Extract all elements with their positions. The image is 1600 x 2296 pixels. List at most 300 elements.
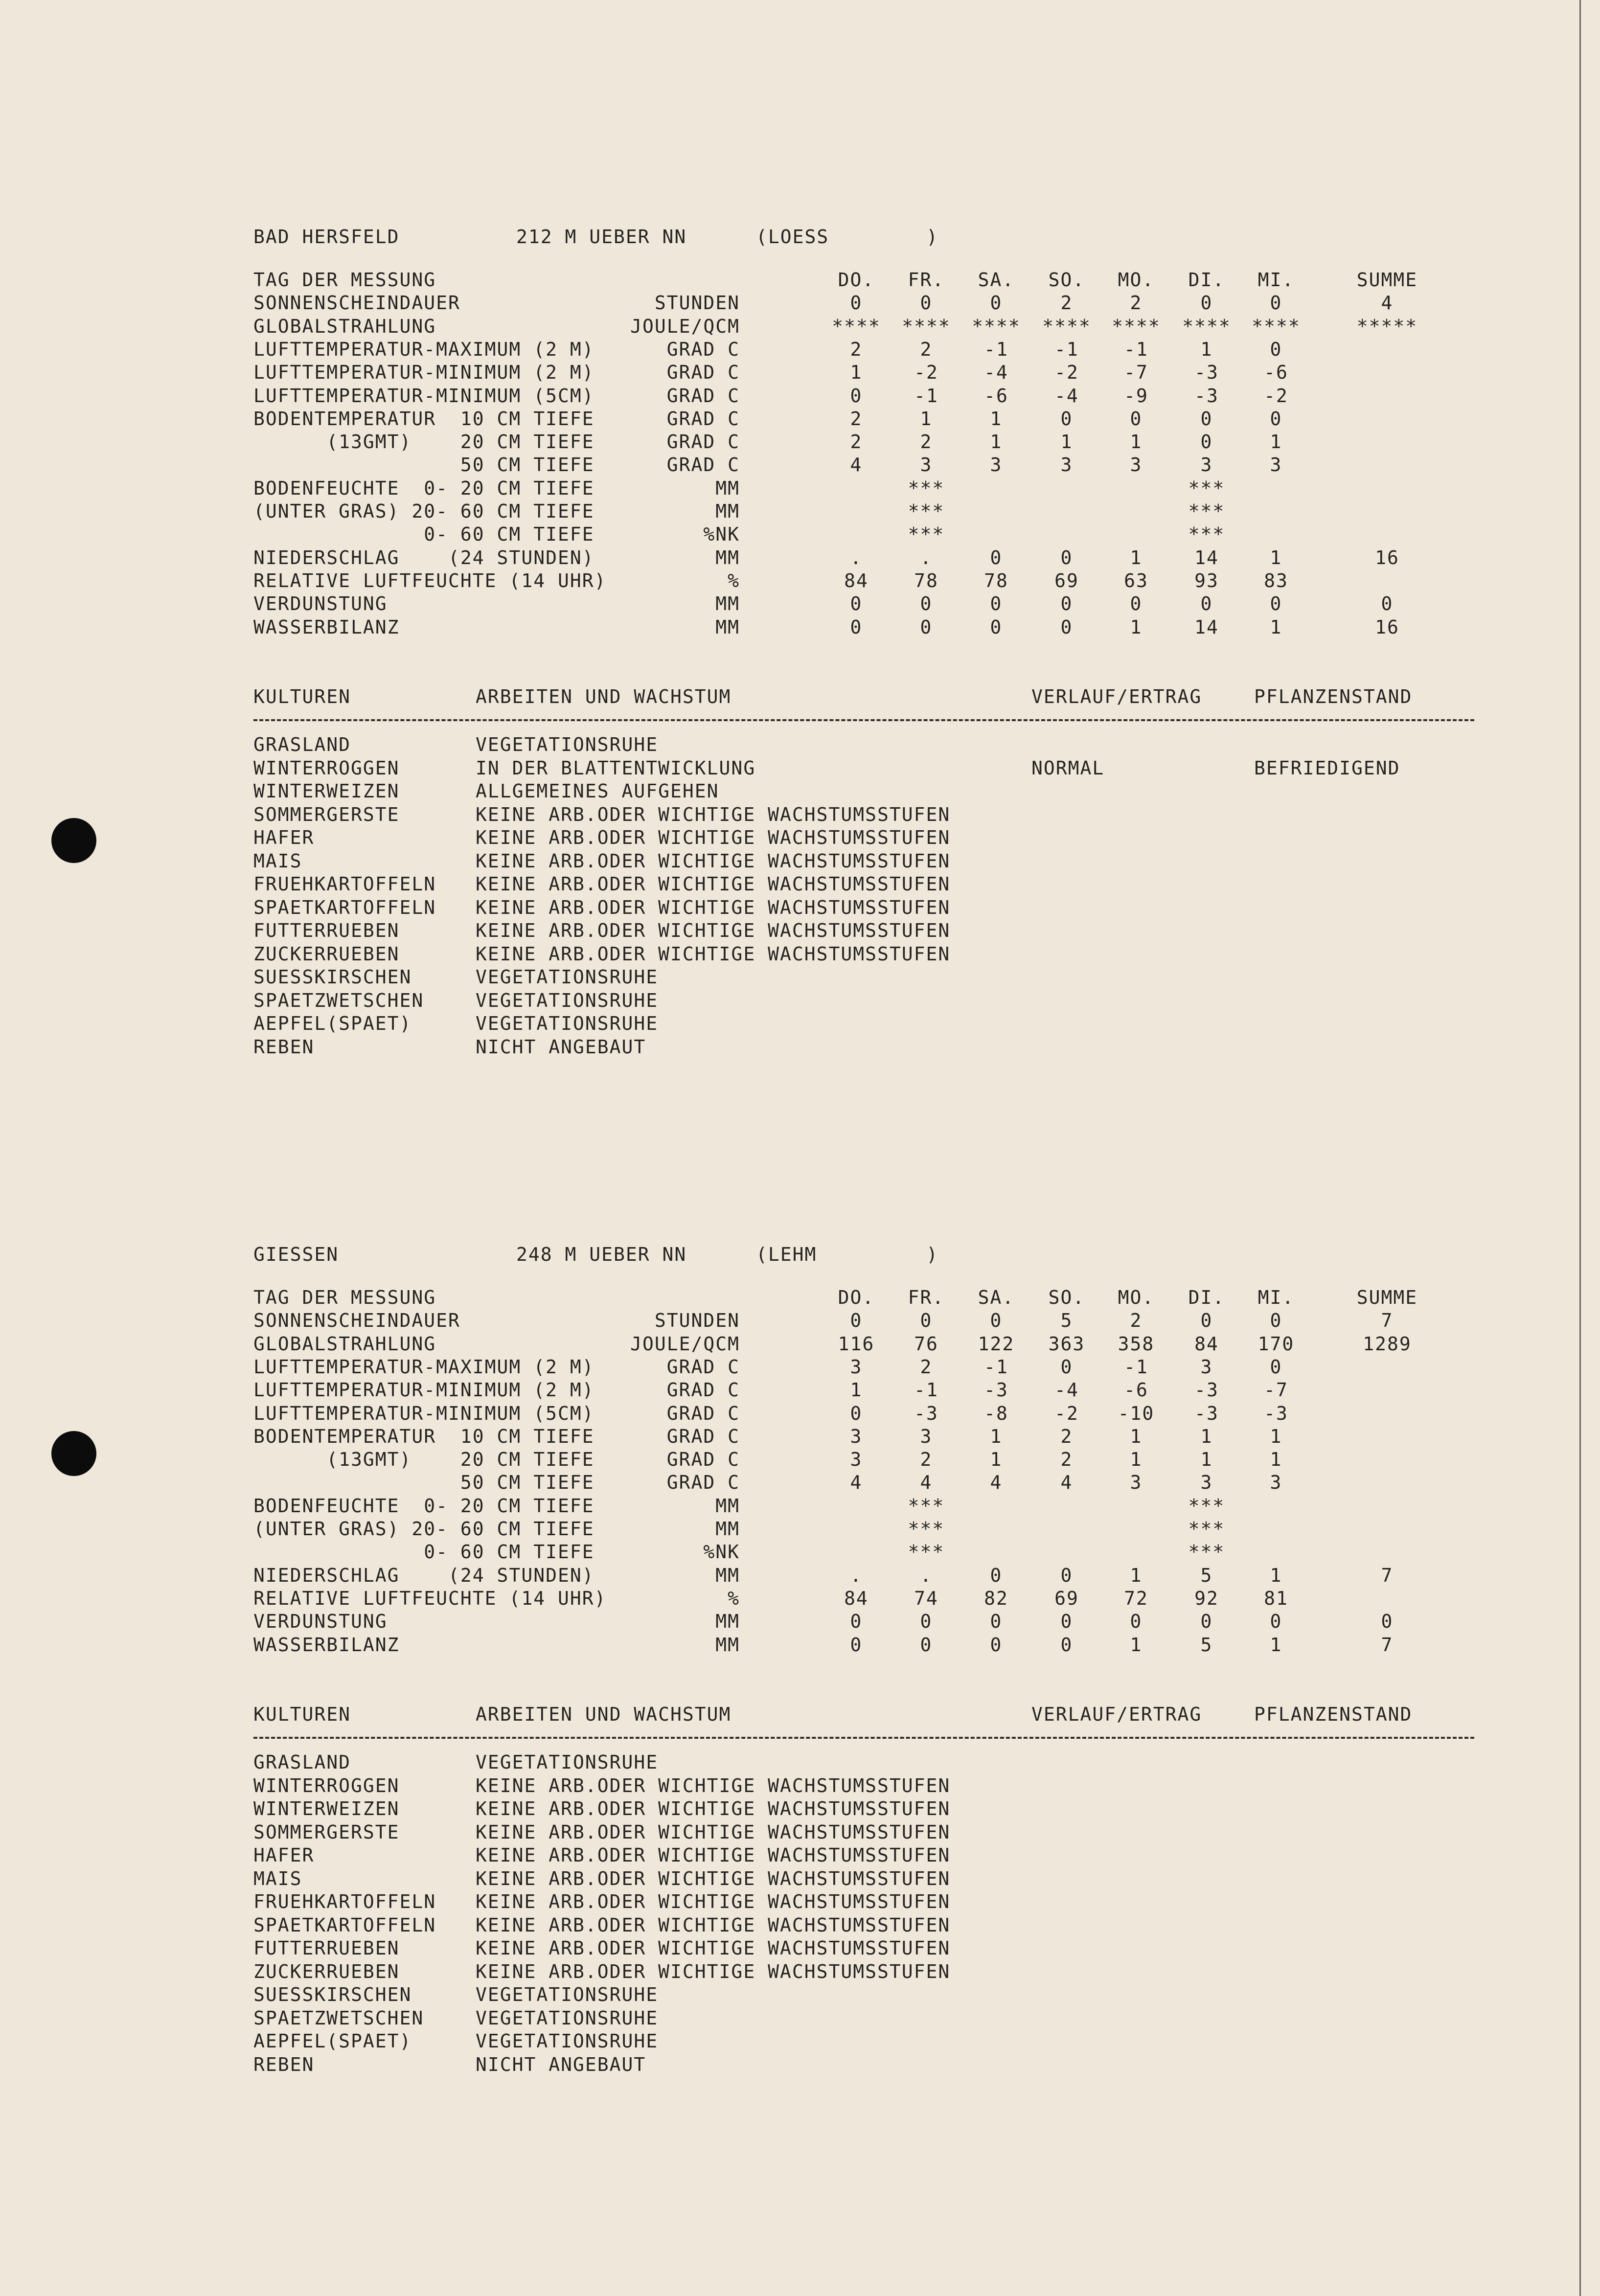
measurement-unit: GRAD C (666, 1402, 740, 1424)
measurement-value: -7 (1124, 362, 1148, 384)
measurement-value: . (920, 1564, 933, 1586)
crop-work: VEGETATIONSRUHE (476, 2030, 659, 2052)
crop-name: WINTERROGGEN (253, 1774, 400, 1796)
measurement-label: SONNENSCHEINDAUER (253, 292, 460, 314)
measurement-value: 1 (990, 1425, 1003, 1447)
measurement-value: 1 (920, 408, 933, 430)
measurement-header-label: TAG DER MESSUNG (253, 269, 436, 291)
measurement-label: WASSERBILANZ (253, 616, 400, 638)
measurement-value: -1 (984, 338, 1008, 360)
measurement-value: 0 (1270, 593, 1282, 615)
measurement-value (824, 1494, 888, 1518)
measurement-value (824, 477, 888, 500)
measurement-value: **** (832, 315, 881, 337)
measurement-value (1035, 523, 1098, 546)
measurement-label: 0- 60 CM TIEFE (253, 523, 594, 546)
measurement-value (964, 1517, 1028, 1541)
measurement-value: 0 (1060, 616, 1073, 638)
measurement-header-label: TAG DER MESSUNG (253, 1287, 436, 1308)
measurement-value: 0 (920, 292, 933, 314)
measurement-value: 0 (1130, 1611, 1143, 1633)
dashed-divider (253, 719, 1474, 721)
measurement-unit: GRAD C (666, 1425, 740, 1447)
crop-work: KEINE ARB.ODER WICHTIGE WACHSTUMSSTUFEN (476, 827, 951, 848)
measurement-value: 0 (920, 616, 933, 638)
measurement-value: 0 (1060, 546, 1073, 568)
measurement-value: 0 (1060, 1611, 1073, 1633)
measurement-value: 0 (990, 1634, 1003, 1656)
measurement-value: 1 (850, 1379, 863, 1401)
measurement-label: NIEDERSCHLAG (24 STUNDEN) (253, 1564, 594, 1586)
measurement-unit: GRAD C (666, 338, 740, 360)
measurement-value (1244, 500, 1308, 523)
measurement-value (1035, 477, 1098, 500)
measurement-value: 3 (920, 1425, 933, 1447)
measurement-value: 3 (1270, 1472, 1282, 1494)
measurement-value: 0 (1060, 593, 1073, 615)
measurement-value: 1 (1270, 1634, 1282, 1656)
crop-work: KEINE ARB.ODER WICHTIGE WACHSTUMSSTUFEN (476, 1821, 951, 1843)
crop-name: HAFER (253, 827, 315, 848)
measurement-label: LUFTTEMPERATUR-MAXIMUM (2 M) (253, 338, 594, 360)
measurement-label: GLOBALSTRAHLUNG (253, 1333, 436, 1355)
measurement-sum: 16 (1375, 616, 1399, 638)
crop-yield: NORMAL (1031, 757, 1105, 779)
measurement-value: 0 (990, 1611, 1003, 1633)
measurement-value: **** (902, 315, 951, 337)
measurement-value: 0 (1060, 408, 1073, 430)
measurement-value (1244, 523, 1308, 546)
measurement-value: *** (1188, 1495, 1225, 1517)
measurement-value: 0 (990, 1564, 1003, 1586)
measurement-value: 1 (1270, 616, 1282, 638)
measurement-value: 1 (1270, 1449, 1282, 1471)
measurement-value: -3 (1194, 362, 1219, 384)
measurement-value: 0 (850, 1634, 863, 1656)
measurement-value: 1 (1200, 1425, 1213, 1447)
crop-work: NICHT ANGEBAUT (476, 1036, 646, 1058)
measurement-value: 2 (920, 1356, 933, 1378)
measurement-value: 358 (1118, 1333, 1155, 1355)
measurement-value: 0 (1200, 292, 1213, 314)
measurement-value: 84 (844, 1587, 869, 1609)
measurement-value: 3 (920, 454, 933, 476)
crop-name: GRASLAND (253, 1751, 351, 1773)
measurement-label: GLOBALSTRAHLUNG (253, 315, 436, 337)
measurement-sum: 7 (1381, 1564, 1394, 1586)
measurement-label: LUFTTEMPERATUR-MINIMUM (2 M) (253, 362, 594, 384)
crop-name: GRASLAND (253, 734, 351, 755)
measurement-value: 0 (1270, 408, 1282, 430)
measurement-value: 0 (1200, 1611, 1213, 1633)
measurement-label: (13GMT) 20 CM TIEFE (253, 1449, 594, 1471)
measurement-unit: JOULE/QCM (630, 1333, 740, 1355)
measurement-value: 81 (1264, 1587, 1288, 1609)
measurement-value: *** (908, 1541, 945, 1563)
measurement-value: 2 (850, 431, 863, 453)
measurement-value: 2 (920, 431, 933, 453)
measurement-unit: MM (715, 477, 740, 499)
measurement-sum (1343, 1540, 1431, 1564)
measurement-value: 2 (1130, 292, 1143, 314)
measurement-value: 0 (990, 1310, 1003, 1332)
measurement-sum (1343, 1471, 1431, 1494)
measurement-value: -3 (1194, 1379, 1219, 1401)
measurement-value: 0 (1200, 593, 1213, 615)
measurement-sum (1343, 453, 1431, 477)
measurement-value: 14 (1194, 616, 1219, 638)
measurement-sum: 4 (1381, 292, 1394, 314)
measurement-value: 0 (920, 1634, 933, 1656)
measurement-label: VERDUNSTUNG (253, 1611, 388, 1633)
crop-name: SPAETZWETSCHEN (253, 989, 424, 1011)
measurement-value: 2 (920, 1449, 933, 1471)
measurement-value: -9 (1124, 385, 1148, 407)
measurement-unit: %NK (703, 523, 740, 546)
measurement-value: -7 (1264, 1379, 1288, 1401)
punch-hole (51, 1431, 96, 1476)
day-header: SA. (978, 1287, 1015, 1308)
measurement-value: 3 (1130, 1472, 1143, 1494)
station-elevation: 212 M UEBER NN (516, 226, 687, 248)
measurement-label: RELATIVE LUFTFEUCHTE (14 UHR) (253, 1587, 607, 1609)
crop-work: KEINE ARB.ODER WICHTIGE WACHSTUMSSTUFEN (476, 1914, 951, 1936)
page-edge-line (1579, 0, 1581, 2296)
measurement-value: 1 (1130, 616, 1143, 638)
crop-work: NICHT ANGEBAUT (476, 2053, 646, 2075)
measurement-value: 3 (1270, 454, 1282, 476)
measurement-value: 1 (1060, 431, 1073, 453)
measurement-label: NIEDERSCHLAG (24 STUNDEN) (253, 546, 594, 568)
measurement-value: 0 (1270, 338, 1282, 360)
measurement-value: 0 (990, 616, 1003, 638)
measurement-value: 76 (914, 1333, 938, 1355)
measurement-value: -6 (1264, 362, 1288, 384)
measurement-unit: GRAD C (666, 1356, 740, 1378)
measurement-value (1104, 523, 1168, 546)
punch-hole (51, 818, 96, 863)
measurement-value: -4 (984, 362, 1008, 384)
measurement-value: 3 (990, 454, 1003, 476)
measurement-value: 0 (1130, 593, 1143, 615)
measurement-unit: STUNDEN (654, 1310, 740, 1332)
crops-header-yield: VERLAUF/ERTRAG (1031, 1704, 1202, 1725)
day-header: DO. (838, 269, 875, 291)
measurement-value: 1 (1200, 1449, 1213, 1471)
measurement-unit: MM (715, 1564, 740, 1586)
crop-name: WINTERROGGEN (253, 757, 400, 779)
measurement-sum (1343, 430, 1431, 454)
measurement-value: -6 (1124, 1379, 1148, 1401)
measurement-unit: GRAD C (666, 385, 740, 407)
measurement-value: *** (908, 1495, 945, 1517)
measurement-sum (1343, 477, 1431, 500)
measurement-value: 0 (850, 1402, 863, 1424)
measurement-value (1104, 1494, 1168, 1518)
crop-work: IN DER BLATTENTWICKLUNG (476, 757, 756, 779)
measurement-value: 170 (1257, 1333, 1295, 1355)
measurement-unit: MM (715, 1518, 740, 1540)
measurement-unit: MM (715, 593, 740, 615)
crops-header-stand: PFLANZENSTAND (1254, 1704, 1413, 1725)
crop-name: SUESSKIRSCHEN (253, 1984, 412, 2005)
crop-work: VEGETATIONSRUHE (476, 966, 659, 988)
measurement-value (1104, 500, 1168, 523)
measurement-value: 0 (1060, 1634, 1073, 1656)
measurement-unit: MM (715, 500, 740, 522)
measurement-value: 363 (1048, 1333, 1085, 1355)
measurement-value (964, 523, 1028, 546)
crops-header-work: ARBEITEN UND WACHSTUM (476, 1704, 731, 1725)
measurement-sum (1343, 569, 1431, 592)
measurement-value: 1 (1270, 1425, 1282, 1447)
measurement-value: *** (1188, 477, 1225, 499)
measurement-value: -6 (984, 385, 1008, 407)
measurement-value: 1 (1130, 1634, 1143, 1656)
measurement-value: *** (1188, 1541, 1225, 1563)
measurement-value: 1 (1270, 431, 1282, 453)
measurement-sum (1343, 500, 1431, 523)
measurement-sum: 16 (1375, 546, 1399, 568)
crop-work: KEINE ARB.ODER WICHTIGE WACHSTUMSSTUFEN (476, 1867, 951, 1889)
measurement-value: 4 (990, 1472, 1003, 1494)
measurement-value: 3 (1060, 454, 1073, 476)
measurement-sum (1343, 1355, 1431, 1379)
measurement-value: 0 (850, 385, 863, 407)
measurement-unit: GRAD C (666, 408, 740, 430)
measurement-value: 116 (838, 1333, 875, 1355)
measurement-value (1035, 1540, 1098, 1564)
crop-name: FRUEHKARTOFFELN (253, 1891, 436, 1912)
crop-name: SOMMERGERSTE (253, 1821, 400, 1843)
crop-work: VEGETATIONSRUHE (476, 2007, 659, 2029)
measurement-value: 0 (920, 593, 933, 615)
crop-name: FRUEHKARTOFFELN (253, 873, 436, 895)
measurement-value: 0 (1200, 1310, 1213, 1332)
measurement-value: 74 (914, 1587, 938, 1609)
measurement-value: 1 (1130, 1564, 1143, 1586)
measurement-value: 0 (1200, 408, 1213, 430)
crop-name: ZUCKERRUEBEN (253, 1960, 400, 1982)
crop-work: KEINE ARB.ODER WICHTIGE WACHSTUMSSTUFEN (476, 1798, 951, 1819)
measurement-value: 0 (920, 1611, 933, 1633)
measurement-value: 2 (1060, 292, 1073, 314)
measurement-value: 0 (1130, 408, 1143, 430)
crop-work: KEINE ARB.ODER WICHTIGE WACHSTUMSSTUFEN (476, 1960, 951, 1982)
measurement-value (1244, 1540, 1308, 1564)
sum-header: SUMME (1356, 269, 1418, 291)
crops-header-crop: KULTUREN (253, 686, 351, 707)
station-name: GIESSEN (253, 1244, 339, 1265)
measurement-sum: 7 (1381, 1310, 1394, 1332)
measurement-label: (13GMT) 20 CM TIEFE (253, 431, 594, 453)
crop-name: SPAETKARTOFFELN (253, 896, 436, 918)
measurement-value: 82 (984, 1587, 1008, 1609)
measurement-label: BODENFEUCHTE 0- 20 CM TIEFE (253, 1495, 594, 1517)
measurement-sum: 0 (1381, 593, 1394, 615)
crop-name: WINTERWEIZEN (253, 1798, 400, 1819)
crop-name: SUESSKIRSCHEN (253, 966, 412, 988)
measurement-value: 4 (850, 1472, 863, 1494)
measurement-value: 5 (1200, 1564, 1213, 1586)
measurement-value: 84 (1194, 1333, 1219, 1355)
measurement-value: -10 (1118, 1402, 1155, 1424)
measurement-label: VERDUNSTUNG (253, 593, 388, 615)
sum-header: SUMME (1356, 1287, 1418, 1308)
measurement-value: 3 (1200, 1356, 1213, 1378)
measurement-unit: MM (715, 1611, 740, 1633)
day-header: SO. (1048, 269, 1085, 291)
measurement-unit: GRAD C (666, 1472, 740, 1494)
measurement-label: LUFTTEMPERATUR-MAXIMUM (2 M) (253, 1356, 594, 1378)
measurement-value: 1 (1130, 546, 1143, 568)
measurement-value: 0 (850, 593, 863, 615)
crop-name: SOMMERGERSTE (253, 803, 400, 825)
measurement-value: 122 (978, 1333, 1015, 1355)
measurement-value: 0 (1060, 1564, 1073, 1586)
measurement-value (1244, 1517, 1308, 1541)
measurement-value (1104, 477, 1168, 500)
measurement-value: 14 (1194, 546, 1219, 568)
measurement-value: -3 (984, 1379, 1008, 1401)
measurement-value (824, 523, 888, 546)
measurement-unit: STUNDEN (654, 292, 740, 314)
measurement-value: *** (1188, 1518, 1225, 1540)
crop-name: AEPFEL(SPAET) (253, 1013, 412, 1034)
measurement-unit: MM (715, 546, 740, 568)
crop-work: KEINE ARB.ODER WICHTIGE WACHSTUMSSTUFEN (476, 1937, 951, 1959)
measurement-value: 0 (990, 546, 1003, 568)
crop-name: HAFER (253, 1844, 315, 1866)
day-header: MO. (1118, 1287, 1155, 1308)
measurement-value: 1 (990, 431, 1003, 453)
crop-work: KEINE ARB.ODER WICHTIGE WACHSTUMSSTUFEN (476, 1891, 951, 1912)
measurement-value: 1 (1130, 1449, 1143, 1471)
measurement-value: 1 (1270, 1564, 1282, 1586)
measurement-label: SONNENSCHEINDAUER (253, 1310, 460, 1332)
crop-work: KEINE ARB.ODER WICHTIGE WACHSTUMSSTUFEN (476, 873, 951, 895)
measurement-value: 69 (1054, 1587, 1079, 1609)
measurement-value (1104, 1540, 1168, 1564)
measurement-value: **** (1042, 315, 1091, 337)
measurement-value: *** (1188, 523, 1225, 546)
measurement-value: 2 (850, 408, 863, 430)
measurement-value: 84 (844, 569, 869, 591)
crop-work: KEINE ARB.ODER WICHTIGE WACHSTUMSSTUFEN (476, 803, 951, 825)
crop-name: FUTTERRUEBEN (253, 920, 400, 941)
measurement-sum (1343, 1587, 1431, 1610)
measurement-sum: 7 (1381, 1634, 1394, 1656)
measurement-sum (1343, 1448, 1431, 1471)
crop-name: FUTTERRUEBEN (253, 1937, 400, 1959)
measurement-value: **** (1112, 315, 1161, 337)
day-header: DO. (838, 1287, 875, 1308)
measurement-value: 4 (920, 1472, 933, 1494)
crop-work: VEGETATIONSRUHE (476, 989, 659, 1011)
measurement-value (964, 1540, 1028, 1564)
measurement-value (824, 1517, 888, 1541)
station-name: BAD HERSFELD (253, 226, 400, 248)
measurement-value: 1 (1270, 546, 1282, 568)
measurement-label: BODENTEMPERATUR 10 CM TIEFE (253, 1425, 594, 1447)
measurement-value: *** (908, 1518, 945, 1540)
measurement-value (824, 1540, 888, 1564)
crop-work: VEGETATIONSRUHE (476, 734, 659, 755)
measurement-value: -3 (1264, 1402, 1288, 1424)
measurement-value (964, 477, 1028, 500)
day-header: SA. (978, 269, 1015, 291)
crops-header-stand: PFLANZENSTAND (1254, 686, 1413, 707)
day-header: FR. (908, 1287, 945, 1308)
measurement-value: 0 (1270, 292, 1282, 314)
measurement-value: *** (908, 477, 945, 499)
measurement-value (1035, 1517, 1098, 1541)
measurement-sum (1343, 407, 1431, 431)
measurement-unit: % (728, 1587, 740, 1609)
measurement-value: 1 (990, 1449, 1003, 1471)
measurement-label: BODENTEMPERATUR 10 CM TIEFE (253, 408, 594, 430)
crop-work: VEGETATIONSRUHE (476, 1751, 659, 1773)
soil-type: (LEHM ) (756, 1244, 939, 1265)
measurement-value: *** (908, 523, 945, 546)
crop-work: ALLGEMEINES AUFGEHEN (476, 780, 719, 802)
measurement-value: 0 (1200, 431, 1213, 453)
measurement-value: 2 (1060, 1425, 1073, 1447)
measurement-value: -1 (914, 1379, 938, 1401)
measurement-value: 2 (920, 338, 933, 360)
measurement-value: 3 (850, 1449, 863, 1471)
measurement-value: -2 (1264, 385, 1288, 407)
measurement-value: . (850, 1564, 863, 1586)
measurement-value (824, 500, 888, 523)
crop-work: KEINE ARB.ODER WICHTIGE WACHSTUMSSTUFEN (476, 850, 951, 872)
measurement-value: 92 (1194, 1587, 1219, 1609)
crops-header-yield: VERLAUF/ERTRAG (1031, 686, 1202, 707)
measurement-label: 50 CM TIEFE (253, 1472, 594, 1494)
measurement-sum (1343, 361, 1431, 384)
measurement-label: WASSERBILANZ (253, 1634, 400, 1656)
measurement-value (1104, 1517, 1168, 1541)
measurement-label: LUFTTEMPERATUR-MINIMUM (2 M) (253, 1379, 594, 1401)
measurement-label: LUFTTEMPERATUR-MINIMUM (5CM) (253, 1402, 594, 1424)
measurement-value: 69 (1054, 569, 1079, 591)
measurement-value: **** (1252, 315, 1301, 337)
measurement-value: 0 (1270, 1356, 1282, 1378)
measurement-unit: GRAD C (666, 362, 740, 384)
day-header: SO. (1048, 1287, 1085, 1308)
measurement-unit: %NK (703, 1541, 740, 1563)
measurement-value: -1 (914, 385, 938, 407)
measurement-label: (UNTER GRAS) 20- 60 CM TIEFE (253, 500, 594, 522)
measurement-value: -1 (1054, 338, 1079, 360)
measurement-label: BODENFEUCHTE 0- 20 CM TIEFE (253, 477, 594, 499)
measurement-value: **** (1182, 315, 1231, 337)
measurement-value: 0 (1270, 1611, 1282, 1633)
measurement-value (1244, 477, 1308, 500)
measurement-value: -1 (1124, 1356, 1148, 1378)
crop-name: AEPFEL(SPAET) (253, 2030, 412, 2052)
measurement-value: -8 (984, 1402, 1008, 1424)
measurement-unit: MM (715, 1495, 740, 1517)
crop-work: KEINE ARB.ODER WICHTIGE WACHSTUMSSTUFEN (476, 1774, 951, 1796)
crop-work: KEINE ARB.ODER WICHTIGE WACHSTUMSSTUFEN (476, 943, 951, 965)
measurement-value (964, 1494, 1028, 1518)
day-header: MO. (1118, 269, 1155, 291)
measurement-value: 63 (1124, 569, 1148, 591)
crop-name: ZUCKERRUEBEN (253, 943, 400, 965)
measurement-value: 1 (1130, 1425, 1143, 1447)
crop-work: KEINE ARB.ODER WICHTIGE WACHSTUMSSTUFEN (476, 920, 951, 941)
